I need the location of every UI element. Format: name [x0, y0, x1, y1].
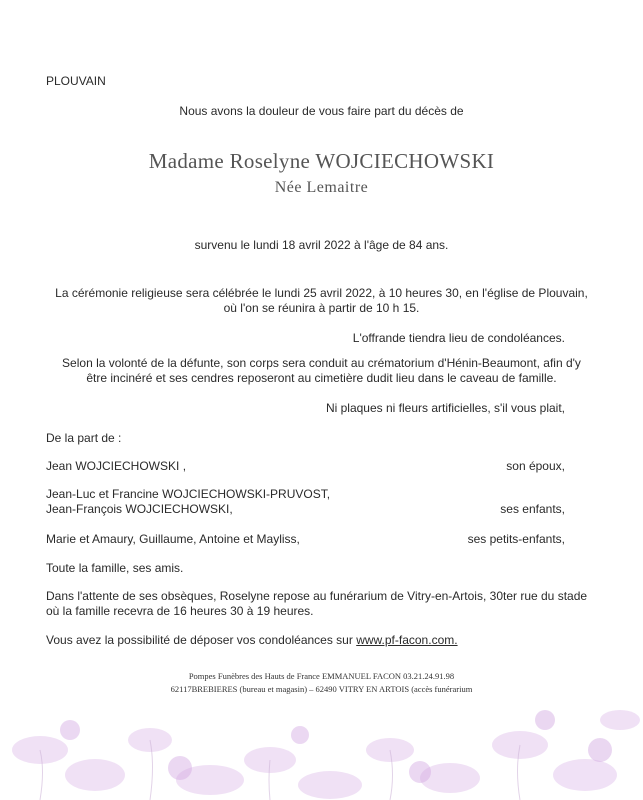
condolences-line [46, 633, 458, 648]
family-children-name-2: Jean-François WOJCIECHOWSKI, [46, 502, 233, 516]
ceremony-line-2: où l'on se réunira à partir de 10 h 15. [223, 301, 420, 315]
condolences-link[interactable]: www.pf-facon.com. [356, 633, 458, 647]
cremation-line-1: Selon la volonté de la défunte, son corps sera conduit au crématorium d'Hénin-Beaumont, afin d'y [62, 356, 581, 370]
whole-family-line: Toute la famille, ses amis. [46, 561, 184, 575]
footer-line-1: Pompes Funèbres des Hauts de France EMMANUEL FACON 03.21.24.91.98 [188, 671, 455, 681]
location-header: PLOUVAIN [46, 74, 106, 88]
no-flowers-line: Ni plaques ni fleurs artificielles, s'il vous plait, [325, 401, 565, 415]
family-children-name-1: Jean-Luc et Francine WOJCIECHOWSKI-PRUVOST, [46, 487, 331, 501]
family-grandchildren-relation: ses petits-enfants, [467, 532, 565, 546]
intro-line: Nous avons la douleur de vous faire part du décès de [179, 104, 464, 118]
funerarium-line-2: où la famille recevra de 16 heures 30 à 19 heures. [46, 604, 314, 618]
flower-decoration [0, 680, 643, 800]
offering-line: L'offrande tiendra lieu de condoléances. [352, 331, 565, 345]
from-label: De la part de : [46, 431, 122, 445]
death-line: survenu le lundi 18 avril 2022 à l'âge de 84 ans. [194, 238, 449, 252]
cremation-line-2: être incinéré et ses cendres reposeront au cimetière dudit lieu dans le caveau de famille. [86, 371, 557, 385]
family-children-relation: ses enfants, [500, 502, 565, 516]
footer-line-2: 62117BREBIERES (bureau et magasin) – 62490 VITRY EN ARTOIS (accès funérarium [170, 684, 473, 694]
family-spouse-name: Jean WOJCIECHOWSKI , [46, 459, 187, 473]
funerarium-line-1: Dans l'attente de ses obsèques, Roselyne repose au funérarium de Vitry-en-Artois, 30ter rue du stade [46, 589, 588, 603]
family-spouse-relation: son époux, [506, 459, 565, 473]
ceremony-line-1: La cérémonie religieuse sera célébrée le lundi 25 avril 2022, à 10 heures 30, en l'église de Plouvain, [55, 286, 588, 300]
condolences-text: Vous avez la possibilité de déposer vos condoléances sur [46, 633, 357, 647]
family-grandchildren-name: Marie et Amaury, Guillaume, Antoine et Mayliss, [46, 532, 300, 546]
birth-name: Née Lemaitre [274, 179, 369, 196]
deceased-name: Madame Roselyne WOJCIECHOWSKI [148, 149, 495, 173]
